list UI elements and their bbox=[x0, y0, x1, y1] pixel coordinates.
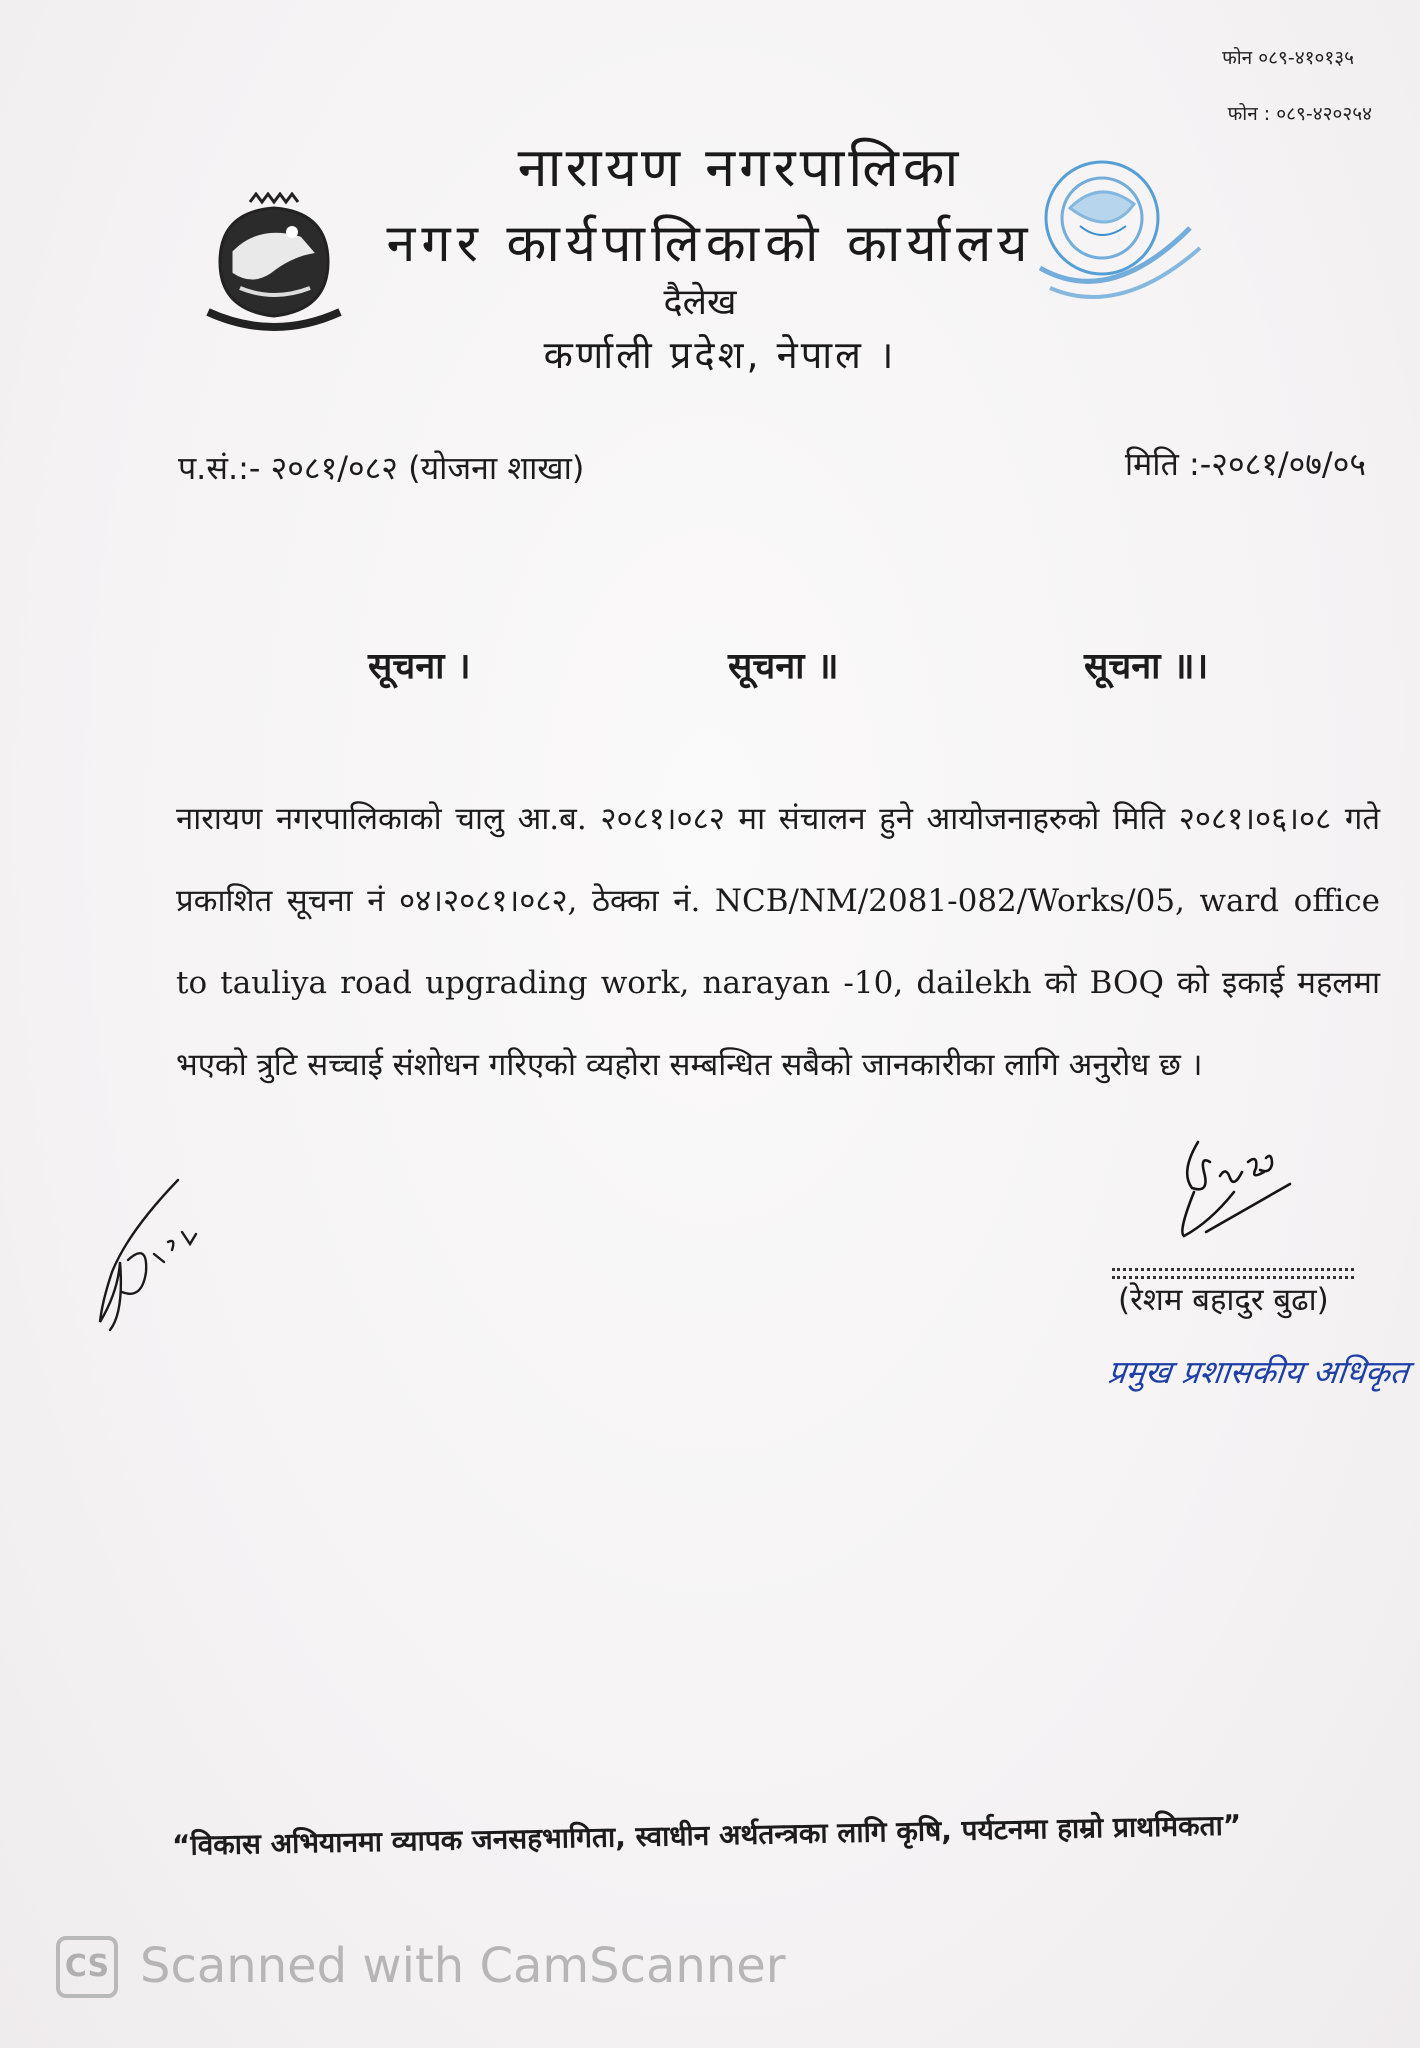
province-country: कर्णाली प्रदेश, नेपाल । bbox=[543, 333, 897, 377]
footer-motto: “विकास अभियानमा व्यापक जनसहभागिता, स्वाधीन अर्थतन्त्रका लागि कृषि, पर्यटनमा हाम्रो प्राथमिकता” bbox=[171, 1808, 1242, 1862]
officer-title-stamp: प्रमुख प्रशासकीय अधिकृत bbox=[1105, 1353, 1411, 1391]
camscanner-logo-icon: CS bbox=[56, 1936, 118, 1998]
handwritten-initial bbox=[88, 1172, 208, 1342]
reference-number: प.सं.:- २०८१/०८२ (योजना शाखा) bbox=[178, 449, 585, 487]
signer-name: (रेशम बहादुर बुढा) bbox=[1118, 1282, 1329, 1318]
phone-number-2: फोन : ०८९-४२०२५४ bbox=[1227, 103, 1372, 125]
notice-heading-1: सूचना । bbox=[368, 646, 471, 687]
notice-body: नारायण नगरपालिकाको चालु आ.ब. २०८१।०८२ मा संचालन हुने आयोजनाहरुको मिति २०८१।०६।०८ गते प्रकाशित सूचना नं ०४।२०८१।०८२, ठेक्का नं. NCB/NM/2081-082/Works/05, ward office to tauliya road upgrading work, narayan -10, dailekh को BOQ को इकाई महलमा भएको त्रुटि सच्चाई संशोधन गरिएको व्यहोरा सम्बन्धित सबैको जानकारीका लागि अनुरोध छ । bbox=[176, 801, 1380, 1083]
camscanner-watermark: Scanned with CamScanner bbox=[140, 1938, 786, 1994]
notice-heading-2: सूचना ॥ bbox=[728, 646, 839, 687]
district-name: दैलेख bbox=[663, 282, 737, 323]
municipality-name: नारायण नगरपालिका bbox=[517, 136, 963, 199]
notice-heading-3: सूचना ॥। bbox=[1084, 646, 1209, 687]
phone-number-1: फोन ०८९-४१०१३५ bbox=[1222, 47, 1354, 69]
officer-signature bbox=[1170, 1132, 1300, 1252]
letter-date: मिति :-२०८१/०७/०५ bbox=[1124, 445, 1366, 483]
signature-line bbox=[1112, 1268, 1354, 1271]
office-name: नगर कार्यपालिकाको कार्यालय bbox=[386, 214, 1034, 274]
